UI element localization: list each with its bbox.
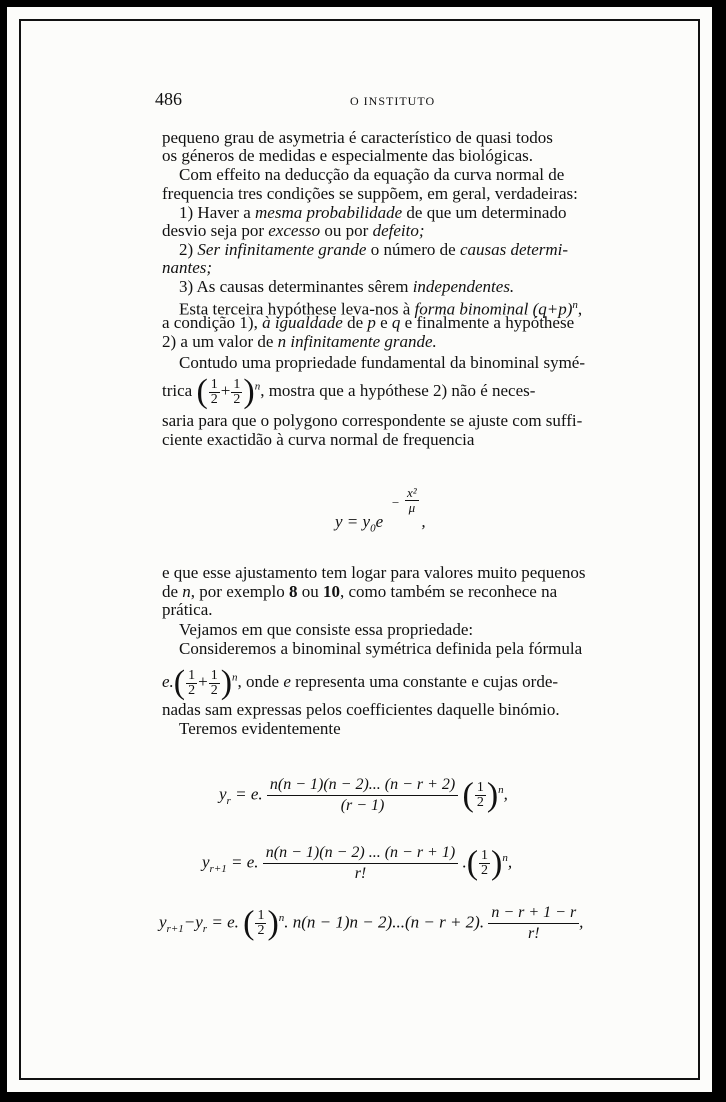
binomial-expression: ( $\frac{1}{2}$ + $\frac{1}{2}$ )$^n$: [173, 664, 238, 701]
text-line: 1) Haver a mesma probabilidade de que um determinado: [179, 203, 567, 222]
running-title: O INSTITUTO: [350, 94, 436, 108]
equation-difference: $y_{r+1}-y_r = e$. ( $\frac{1}{2}$ )$^n$. n(n − 1)n − 2)...(n − r + 2). $\frac{n - r + 1 - r}{r!}$ ,: [159, 904, 584, 942]
page-number: 486: [155, 89, 182, 109]
text-line: Esta terceira hypóthese leva-nos à forma binominal $(q+p)^n$,: [179, 299, 583, 319]
text-line: 3) As causas determinantes sêrem independentes.: [179, 277, 515, 296]
text-line: e.( $\frac{1}{2}$ + $\frac{1}{2}$ )$^n$, onde e representa uma constante e cujas orde-: [162, 664, 559, 701]
scanned-page: [7, 7, 712, 1092]
exponent-fraction: − $\frac{\text{x²}}{\mu}$: [391, 485, 417, 515]
text-line: nantes;: [162, 258, 213, 277]
text-line: nadas sam expressas pelos coefficientes daquelle binómio.: [162, 700, 560, 719]
text-line: prática.: [162, 600, 213, 619]
text-line: desvio seja por excesso ou por defeito;: [162, 221, 425, 240]
text-line: ciente exactidão à curva normal de frequencia: [162, 430, 475, 449]
equation-yr: $y_r = e$. $\frac{n(n - 1)(n - 2)... (n - r + 2)}{(r - 1)}$ ( $\frac{1}{2}$ )$^n$,: [219, 776, 508, 814]
text-line: e que esse ajustamento tem logar para valores muito pequenos: [162, 563, 586, 582]
text-line: Com effeito na deducção da equação da curva normal de: [179, 165, 565, 184]
text-line: os géneros de medidas e especialmente das biológicas.: [162, 146, 534, 165]
text-line: de n, por exemplo 8 ou 10, como também se reconhece na: [162, 582, 558, 601]
equation-yr1: $y_{r+1} = e$. $\frac{n(n - 1)(n - 2) ... (n - r + 1)}{r!}$ .( $\frac{1}{2}$ )$^n$,: [202, 844, 513, 882]
text-line: a condição 1), à igualdade de p e q e finalmente a hypóthese: [162, 313, 575, 332]
normal-curve-equation: $y = y_0e$ ,: [335, 512, 426, 535]
text-line: frequencia tres condições se suppõem, em geral, verdadeiras:: [162, 184, 578, 203]
binomial-expression: ( $\frac{1}{2}$ + $\frac{1}{2}$ )$^n$: [196, 373, 261, 410]
text-line: pequeno grau de asymetria é característico de quasi todos: [162, 128, 553, 147]
text-line: Teremos evidentemente: [179, 719, 341, 738]
text-line: Vejamos em que consiste essa propriedade:: [179, 620, 474, 639]
text-line: trica ( $\frac{1}{2}$ + $\frac{1}{2}$ )$^n$, mostra que a hypóthese 2) não é neces-: [162, 373, 536, 410]
text-line: Contudo uma propriedade fundamental da binominal symé-: [179, 353, 586, 372]
text-line: 2) a um valor de n infinitamente grande.: [162, 332, 437, 351]
text-line: Consideremos a binominal symétrica definida pela fórmula: [179, 639, 583, 658]
text-line: saria para que o polygono correspondente se ajuste com suffi-: [162, 411, 583, 430]
text-line: 2) Ser infinitamente grande o número de causas determi-: [179, 240, 569, 259]
